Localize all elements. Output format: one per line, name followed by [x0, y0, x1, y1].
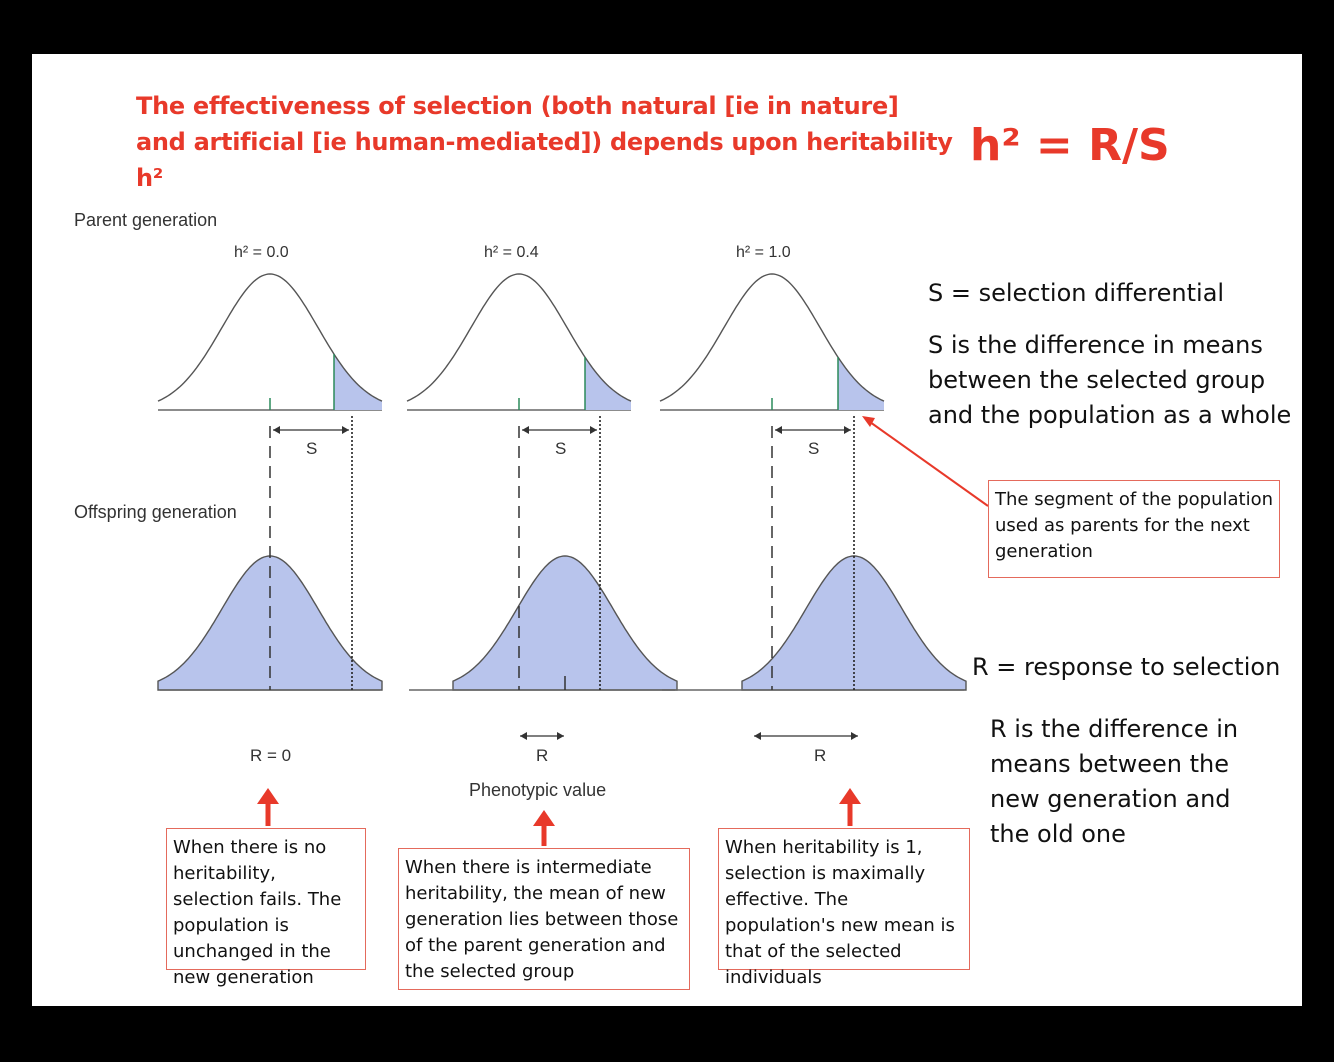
red-up-arrowhead-3 [839, 788, 861, 804]
s-label-panel-3: S [808, 439, 820, 458]
s-arrowhead-left-panel-2 [522, 426, 529, 434]
r-definition-title: R = response to selection [972, 653, 1281, 681]
r-definition-text: R is the difference in means between the new generation and the old one [990, 715, 1239, 848]
r-label-panel-3: R [814, 746, 827, 765]
red-up-arrowhead-2 [533, 810, 555, 826]
parent-generation-label: Parent generation [74, 210, 218, 230]
s-label-panel-2: S [555, 439, 567, 458]
red-up-arrowhead-1 [257, 788, 279, 804]
s-definition-text: S is the difference in means between the selected group and the population as a whole [928, 331, 1292, 429]
selected-tail-panel-3 [838, 357, 884, 410]
offspring-curve-panel-2 [453, 556, 677, 690]
s-arrowhead-right-panel-2 [590, 426, 597, 434]
h2-label-panel-2: h² = 0.4 [484, 244, 539, 261]
s-arrowhead-right-panel-3 [844, 426, 851, 434]
r-label-panel-1: R = 0 [250, 746, 292, 765]
s-label-panel-1: S [306, 439, 318, 458]
selected-tail-panel-1 [334, 354, 382, 410]
slide-title: The effectiveness of selection (both natural [ie in nature] and artificial [ie human-mediated]) depends upon heritability h² [136, 92, 953, 192]
offspring-generation-label: Offspring generation [74, 502, 237, 522]
slide [32, 54, 1302, 1006]
s-definition-title: S = selection differential [928, 279, 1225, 307]
distribution-curves [158, 274, 988, 846]
s-arrowhead-left-panel-1 [273, 426, 280, 434]
h2-label-panel-1: h² = 0.0 [234, 244, 289, 261]
s-arrowhead-right-panel-1 [342, 426, 349, 434]
selected-tail-panel-2 [585, 357, 631, 410]
callout-intermediate-heritability: When there is intermediate heritability, the mean of new generation lies between those of the parent generation and the selected group [398, 848, 690, 990]
segment-pointer-line [870, 422, 988, 506]
heritability-formula: h² = R/S [970, 120, 1170, 171]
x-axis-label: Phenotypic value [469, 780, 607, 800]
s-arrowhead-left-panel-3 [775, 426, 782, 434]
r-arrowhead-left-panel-2 [520, 732, 527, 740]
callout-selected-segment: The segment of the population used as parents for the next generation [988, 480, 1280, 578]
r-arrowhead-right-panel-2 [557, 732, 564, 740]
callout-no-heritability: When there is no heritability, selection fails. The population is unchanged in the new generation [166, 828, 366, 970]
callout-full-heritability: When heritability is 1, selection is maximally effective. The population's new mean is that of the selected individuals [718, 828, 970, 970]
r-label-panel-2: R [536, 746, 549, 765]
r-arrowhead-right-panel-3 [851, 732, 858, 740]
r-arrowhead-left-panel-3 [754, 732, 761, 740]
h2-label-panel-3: h² = 1.0 [736, 244, 791, 261]
